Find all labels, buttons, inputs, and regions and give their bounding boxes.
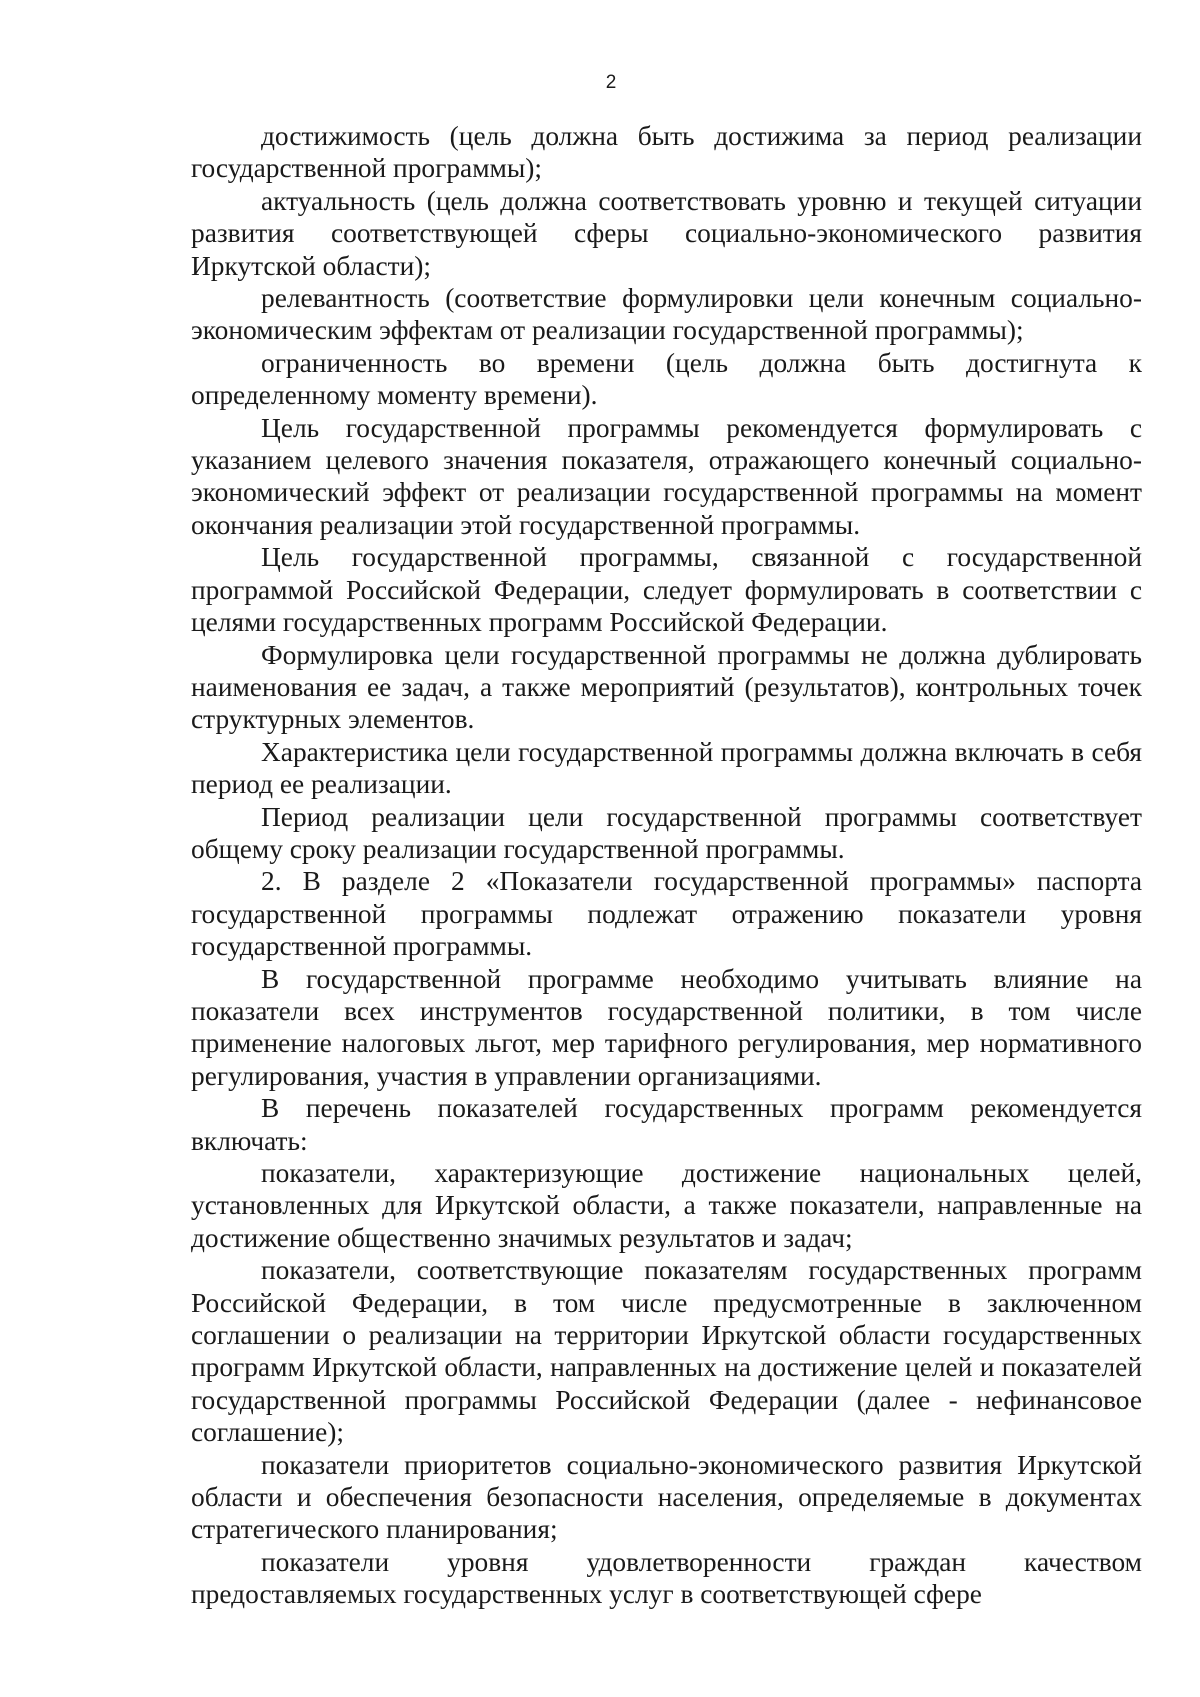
paragraph-13: показатели, характеризующие достижение национальных целей, установленных для Иркутской области, а также показатели, направленные на достижение общественно значимых результатов и задач;	[191, 1158, 1142, 1253]
document-body	[191, 120, 1142, 1611]
paragraph-16: показатели уровня удовлетворенности граждан качеством предоставляемых государственных услуг в соответствующей сфере	[191, 1546, 1142, 1610]
paragraph-5: Цель государственной программы рекомендуется формулировать с указанием целевого значения показателя, отражающего конечный социально-экономический эффект от реализации государственной программы на момент окончания реализации этой государственной программы.	[191, 412, 1142, 540]
paragraph-2: актуальность (цель должна соответствовать уровню и текущей ситуации развития соответствующей сферы социально-экономического развития Иркутской области);	[191, 185, 1142, 281]
paragraph-11: В государственной программе необходимо учитывать влияние на показатели всех инструментов государственной политики, в том числе применение налоговых льгот, мер тарифного регулирования, мер нормативного регулирования, участия в управлении организациями.	[191, 963, 1142, 1091]
paragraph-10: 2. В разделе 2 «Показатели государственной программы» паспорта государственной программы подлежат отражению показатели уровня государственной программы.	[191, 866, 1142, 962]
paragraph-12: В перечень показателей государственных программ рекомендуется включать:	[191, 1093, 1142, 1156]
paragraph-3: релевантность (соответствие формулировки цели конечным социально-экономическим эффектам от реализации государственной программы);	[191, 283, 1142, 346]
paragraph-8: Характеристика цели государственной программы должна включать в себя период ее реализации.	[191, 736, 1142, 800]
paragraph-7: Формулировка цели государственной программы не должна дублировать наименования ее задач, а также мероприятий (результатов), контрольных точек структурных элементов.	[191, 639, 1142, 735]
paragraph-9: Период реализации цели государственной программы соответствует общему сроку реализации государственной программы.	[191, 801, 1142, 864]
paragraph-6: Цель государственной программы, связанной с государственной программой Российской Федерации, следует формулировать в соответствии с целями государственных программ Российской Федерации.	[191, 542, 1142, 638]
paragraph-15: показатели приоритетов социально-экономического развития Иркутской области и обеспечения безопасности населения, определяемые в документах стратегического планирования;	[191, 1449, 1142, 1545]
paragraph-4: ограниченность во времени (цель должна быть достигнута к определенному моменту времени).	[191, 347, 1142, 411]
paragraph-14: показатели, соответствующие показателям государственных программ Российской Федерации, в том числе предусмотренные в заключенном соглашении о реализации на территории Иркутской области государственных программ Иркутской области, направленных на достижение целей и показателей государственной программы Российской Федерации (далее - нефинансовое соглашение);	[191, 1255, 1142, 1448]
page-number: 2	[605, 72, 617, 93]
paragraph-1: достижимость (цель должна быть достижима за период реализации государственной программы);	[191, 121, 1142, 184]
